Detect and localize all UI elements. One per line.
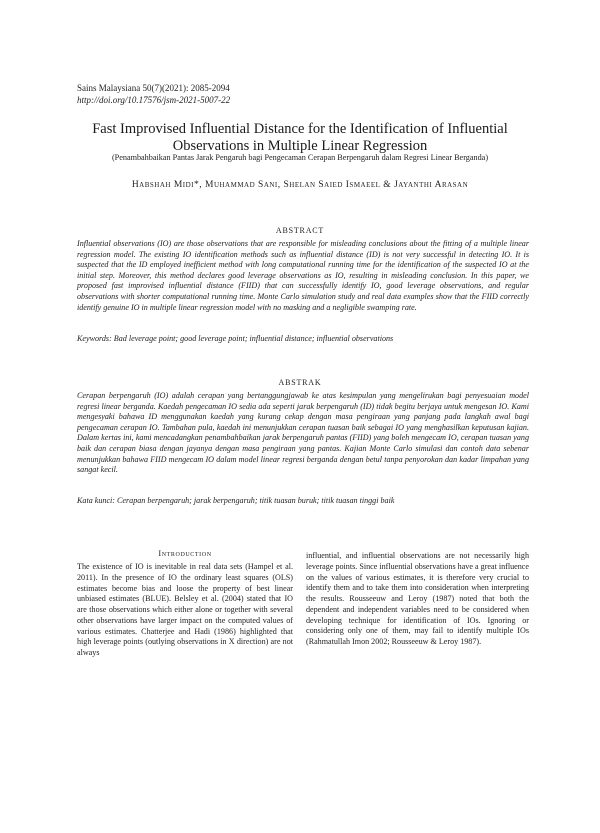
paper-subtitle: (Penambahbaikan Pantas Jarak Pengaruh bagi Pengecaman Cerapan Berpengaruh dalam Regresi Linear Berganda) — [111, 153, 489, 162]
abstract-heading: ABSTRACT — [275, 226, 325, 235]
kata-kunci: Kata kunci: Cerapan berpengaruh; jarak berpengaruh; titik tuasan buruk; titik tuasan tinggi baik — [77, 496, 395, 505]
intro-right-column: influential, and influential observations are not necessarily high leverage points. Since influential observations have a great influence on the values of various estimates, it is therefore very crucial to identify them and to take them into consideration when interpreting the results. Rousseeuw and Leroy (1987) noted that both the dependent and independent variables need to be considered when developing technique for identification of IOs. Ignoring or considering only one of them, may fail to identify multiple IOs (Rahmatullah Imon 2002; Rousseeuw & Leroy 1987). — [306, 551, 529, 646]
author-list: Habshah Midi*, Muhammad Sani, Shelan Saied Ismaeel & Jayanthi Arasan — [131, 180, 469, 190]
abstrak-heading: ABSTRAK — [278, 378, 322, 387]
doi-link[interactable]: http://doi.org/10.17576/jsm-2021-5007-22 — [77, 95, 231, 105]
abstrak-text: Cerapan berpengaruh (IO) adalah cerapan yang bertanggungjawab ke atas kesimpulan yang mengelirukan bagi penyesuaian model regresi linear berganda. Kaedah pengecaman IO sedia ada seperti jarak berpengaruh (ID) tidak begitu berjaya untuk mengesan IO. Kami mengesyaki bahawa ID menggunakan kaedah yang kurang cekap dengan masa pengiraan yang panjang pada langkah awal bagi pengecaman cerapan IO. Tambahan pula, kaedah ini menunjukkan cerapan tuasan baik sebagai IO yang menghasilkan keputusan kajian. Dalam kertas ini, kami mencadangkan penambahbaikan jarak berpengaruh pantas (FIID) yang boleh mengecam IO, cerapan tuasan yang baik dan cerapan biasa dengan jayanya dengan masa pengiraan yang pantas. Kajian Monte Carlo simulasi dan contoh data sebenar menunjukkan bahawa FIID mengecam IO dalam model linear regresi berganda dengan betul tanpa penyorokan dan kadar limpahan yang sangat kecil. — [77, 391, 529, 475]
journal-header — [77, 82, 230, 106]
paper-title: Fast Improvised Influential Distance for the Identification of Influential Observations in Multiple Linear Regression — [92, 121, 508, 154]
keywords: Keywords: Bad leverage point; good leverage point; influential distance; influential observations — [77, 334, 394, 343]
abstract-text: Influential observations (IO) are those observations that are responsible for misleading conclusions about the fitting of a multiple linear regression model. The existing IO identification methods such as influential distance (ID) is not very successful in detecting IO. It is suspected that the ID employed inefficient method with long computational running time for the identification of the suspected IO at the initial step. Moreover, this method declares good leverage observations as IO, resulting in misleading conclusion. In this paper, we proposed fast improvised influential distance (FIID) that can successfully identify IO, good leverage observations, and regular observations with shorter computational running time. Monte Carlo simulation study and real data examples show that the FIID correctly identify genuine IO in multiple linear regression model with no masking and a negligible swamping rate. — [77, 239, 529, 312]
journal-citation: Sains Malaysiana 50(7)(2021): 2085-2094 — [77, 83, 230, 93]
intro-left-column: The existence of IO is inevitable in real data sets (Hampel et al. 2011). In the presence of IO the ordinary least squares (OLS) estimates become bias and loose the property of best linear unbiased estimates (BLUE). Belsley et al. (2004) stated that IO are those observations which either alone or together with several other observations have larger impact on the computed values of various estimates. Chatterjee and Hadi (1986) highlighted that high leverage points (outlying observations in X direction) are not always — [77, 562, 293, 657]
introduction-heading: Introduction — [158, 549, 212, 558]
